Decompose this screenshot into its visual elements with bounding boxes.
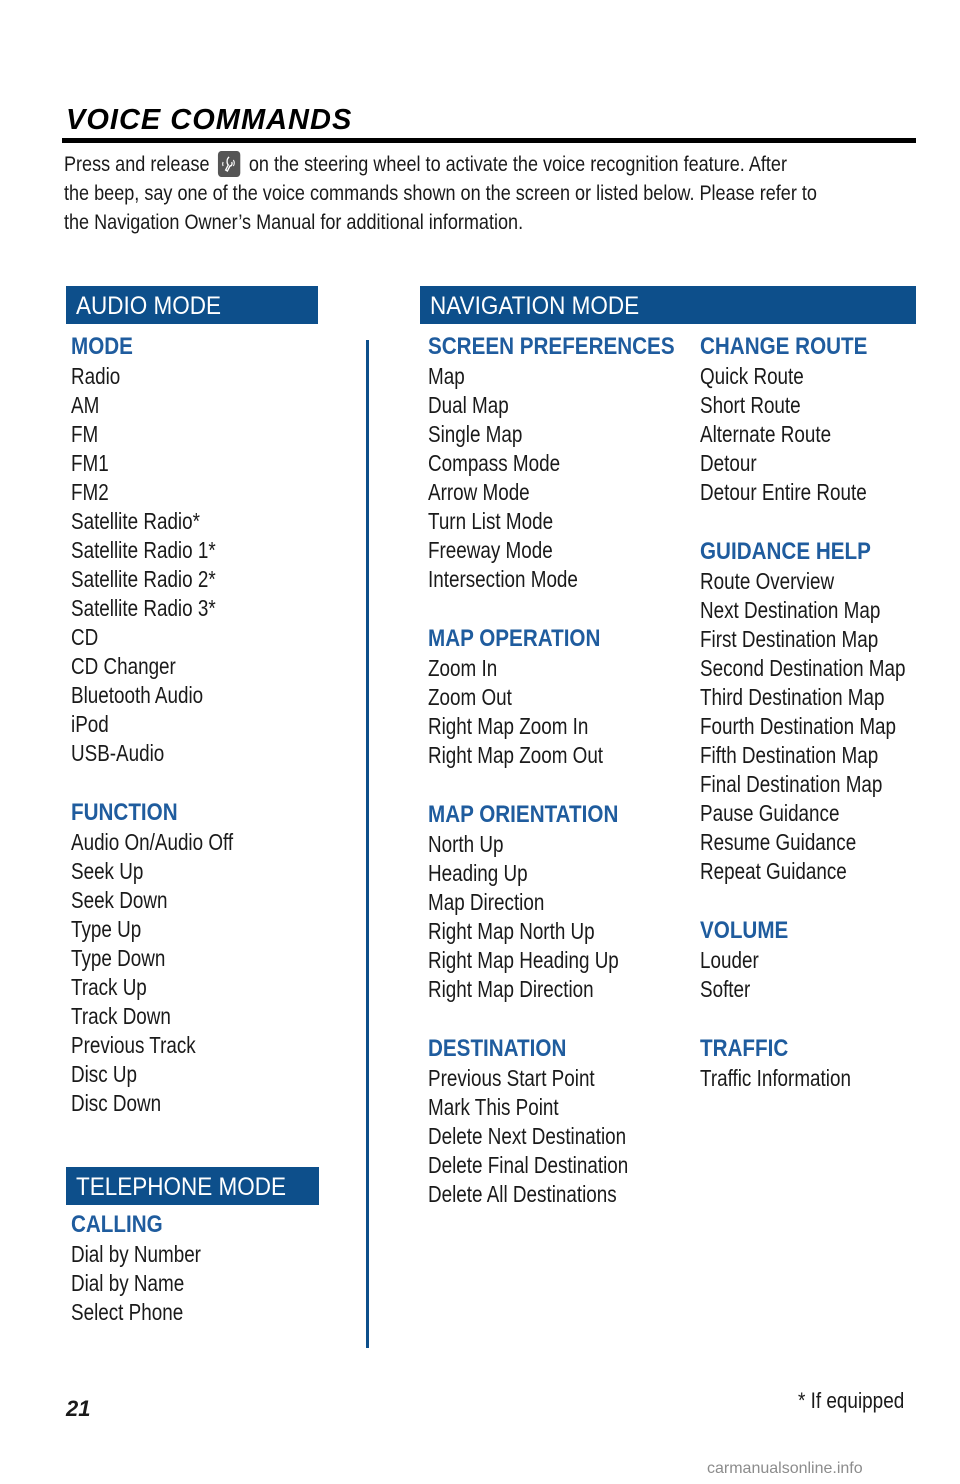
voice-command: Right Map Heading Up <box>428 947 619 973</box>
voice-command: First Destination Map <box>700 626 879 652</box>
voice-command: Map Direction <box>428 889 545 915</box>
voice-command: Louder <box>700 947 759 973</box>
voice-command: Detour <box>700 450 757 476</box>
voice-command: Satellite Radio 3* <box>71 595 216 621</box>
voice-command: Previous Track <box>71 1032 196 1058</box>
voice-command: Fourth Destination Map <box>700 713 897 739</box>
intro-line-2: the beep, say one of the voice commands shown on the screen or listed below. Please refer to <box>64 182 817 205</box>
voice-command: Mark This Point <box>428 1094 559 1120</box>
voice-command: Right Map Zoom In <box>428 713 589 739</box>
intro-line-3: the Navigation Owner’s Manual for additional information. <box>64 211 524 234</box>
command-list <box>700 946 951 1004</box>
voice-command: iPod <box>71 711 109 737</box>
voice-command: Arrow Mode <box>428 479 530 505</box>
voice-command: Radio <box>71 363 121 389</box>
section-heading: DESTINATION <box>428 1035 567 1062</box>
navigation-mode-banner-label: NAVIGATION MODE <box>430 292 640 320</box>
command-list <box>428 654 715 770</box>
section-heading: GUIDANCE HELP <box>700 538 871 565</box>
voice-command: Compass Mode <box>428 450 561 476</box>
voice-command: Select Phone <box>71 1299 184 1325</box>
section-heading: MAP ORIENTATION <box>428 801 619 828</box>
voice-command: Dial by Name <box>71 1270 185 1296</box>
voice-command: Resume Guidance <box>700 829 857 855</box>
command-list <box>71 828 269 1118</box>
section-gap <box>700 886 951 916</box>
audio-mode-banner <box>66 286 318 324</box>
audio-column <box>71 332 269 1118</box>
section-heading: TRAFFIC <box>700 1035 789 1062</box>
section-heading: CHANGE ROUTE <box>700 333 868 360</box>
screen-preferences-section <box>428 332 715 594</box>
footnote: * If equipped <box>798 1388 905 1413</box>
voice-command: Next Destination Map <box>700 597 881 623</box>
page-title: VOICE COMMANDS <box>66 104 353 136</box>
voice-command: Single Map <box>428 421 523 447</box>
command-list <box>428 1064 715 1209</box>
voice-command: AM <box>71 392 100 418</box>
navigation-mode-banner <box>420 286 916 324</box>
command-list <box>428 830 715 1004</box>
intro-paragraph <box>64 150 817 237</box>
guidance-help-section <box>700 537 951 886</box>
voice-command: Track Up <box>71 974 147 1000</box>
command-list <box>71 362 269 768</box>
command-list <box>71 1240 230 1327</box>
voice-command: Zoom In <box>428 655 498 681</box>
voice-command: Delete Final Destination <box>428 1152 629 1178</box>
calling-section <box>71 1210 230 1327</box>
section-heading: FUNCTION <box>71 799 178 826</box>
section-gap <box>700 1004 951 1034</box>
voice-command: Turn List Mode <box>428 508 554 534</box>
voice-command: Delete All Destinations <box>428 1181 617 1207</box>
destination-section <box>428 1034 715 1209</box>
telephone-column <box>71 1210 230 1327</box>
section-heading: MAP OPERATION <box>428 625 601 652</box>
voice-command: Type Up <box>71 916 142 942</box>
voice-command: Pause Guidance <box>700 800 840 826</box>
navigation-left-column <box>428 332 715 1209</box>
traffic-section <box>700 1034 951 1093</box>
telephone-mode-banner <box>66 1167 319 1205</box>
voice-command: Disc Down <box>71 1090 162 1116</box>
command-list <box>428 362 715 594</box>
voice-command: Quick Route <box>700 363 804 389</box>
voice-command: Detour Entire Route <box>700 479 867 505</box>
voice-command: CD Changer <box>71 653 176 679</box>
watermark: carmanualsonline.info <box>707 1460 863 1477</box>
command-list <box>700 567 951 886</box>
command-list <box>700 362 951 507</box>
column-divider <box>366 340 369 1348</box>
voice-command: Seek Up <box>71 858 144 884</box>
voice-command: FM <box>71 421 99 447</box>
title-rule <box>62 138 916 143</box>
voice-command: Freeway Mode <box>428 537 553 563</box>
section-gap <box>71 768 269 798</box>
voice-command: Satellite Radio* <box>71 508 200 534</box>
voice-command: Dual Map <box>428 392 509 418</box>
intro-line-1-start: Press and release <box>64 153 210 176</box>
section-gap <box>428 1004 715 1034</box>
section-heading: SCREEN PREFERENCES <box>428 333 675 360</box>
telephone-mode-banner-label: TELEPHONE MODE <box>76 1173 287 1201</box>
audio-function-section <box>71 798 269 1118</box>
section-gap <box>428 770 715 800</box>
intro-line-1-end: on the steering wheel to activate the voice recognition feature. After <box>248 153 787 176</box>
voice-command: Audio On/Audio Off <box>71 829 234 855</box>
voice-command: Right Map North Up <box>428 918 595 944</box>
voice-command: Zoom Out <box>428 684 512 710</box>
voice-command: Route Overview <box>700 568 835 594</box>
section-gap <box>428 594 715 624</box>
change-route-section <box>700 332 951 507</box>
voice-command: Satellite Radio 1* <box>71 537 216 563</box>
voice-command: Satellite Radio 2* <box>71 566 216 592</box>
volume-section <box>700 916 951 1004</box>
voice-command: North Up <box>428 831 504 857</box>
voice-command: CD <box>71 624 99 650</box>
voice-command: Bluetooth Audio <box>71 682 204 708</box>
map-operation-section <box>428 624 715 770</box>
intro-line-1 <box>64 150 804 179</box>
voice-command: Right Map Direction <box>428 976 594 1002</box>
voice-command: FM2 <box>71 479 109 505</box>
voice-command: Alternate Route <box>700 421 832 447</box>
voice-command: Third Destination Map <box>700 684 885 710</box>
voice-command: Type Down <box>71 945 166 971</box>
section-heading: VOLUME <box>700 917 789 944</box>
voice-command: Fifth Destination Map <box>700 742 879 768</box>
section-gap <box>700 507 951 537</box>
voice-command: Heading Up <box>428 860 528 886</box>
page-number: 21 <box>66 1396 91 1421</box>
audio-mode-section <box>71 332 269 768</box>
section-heading: MODE <box>71 333 133 360</box>
voice-command: Intersection Mode <box>428 566 578 592</box>
talk-button-icon <box>218 151 240 177</box>
voice-command: Short Route <box>700 392 801 418</box>
command-list <box>700 1064 951 1093</box>
voice-command: Repeat Guidance <box>700 858 847 884</box>
voice-command: Track Down <box>71 1003 171 1029</box>
voice-command: Dial by Number <box>71 1241 201 1267</box>
voice-command: USB-Audio <box>71 740 165 766</box>
voice-command: Second Destination Map <box>700 655 906 681</box>
audio-mode-banner-label: AUDIO MODE <box>76 292 222 320</box>
voice-command: Softer <box>700 976 751 1002</box>
voice-command: Delete Next Destination <box>428 1123 627 1149</box>
section-heading: CALLING <box>71 1211 163 1238</box>
voice-command: Traffic Information <box>700 1065 851 1091</box>
map-orientation-section <box>428 800 715 1004</box>
voice-command: FM1 <box>71 450 109 476</box>
voice-command: Map <box>428 363 465 389</box>
voice-command: Previous Start Point <box>428 1065 595 1091</box>
voice-command: Right Map Zoom Out <box>428 742 604 768</box>
voice-command: Final Destination Map <box>700 771 883 797</box>
voice-command: Seek Down <box>71 887 168 913</box>
navigation-right-column <box>700 332 951 1093</box>
voice-command: Disc Up <box>71 1061 138 1087</box>
